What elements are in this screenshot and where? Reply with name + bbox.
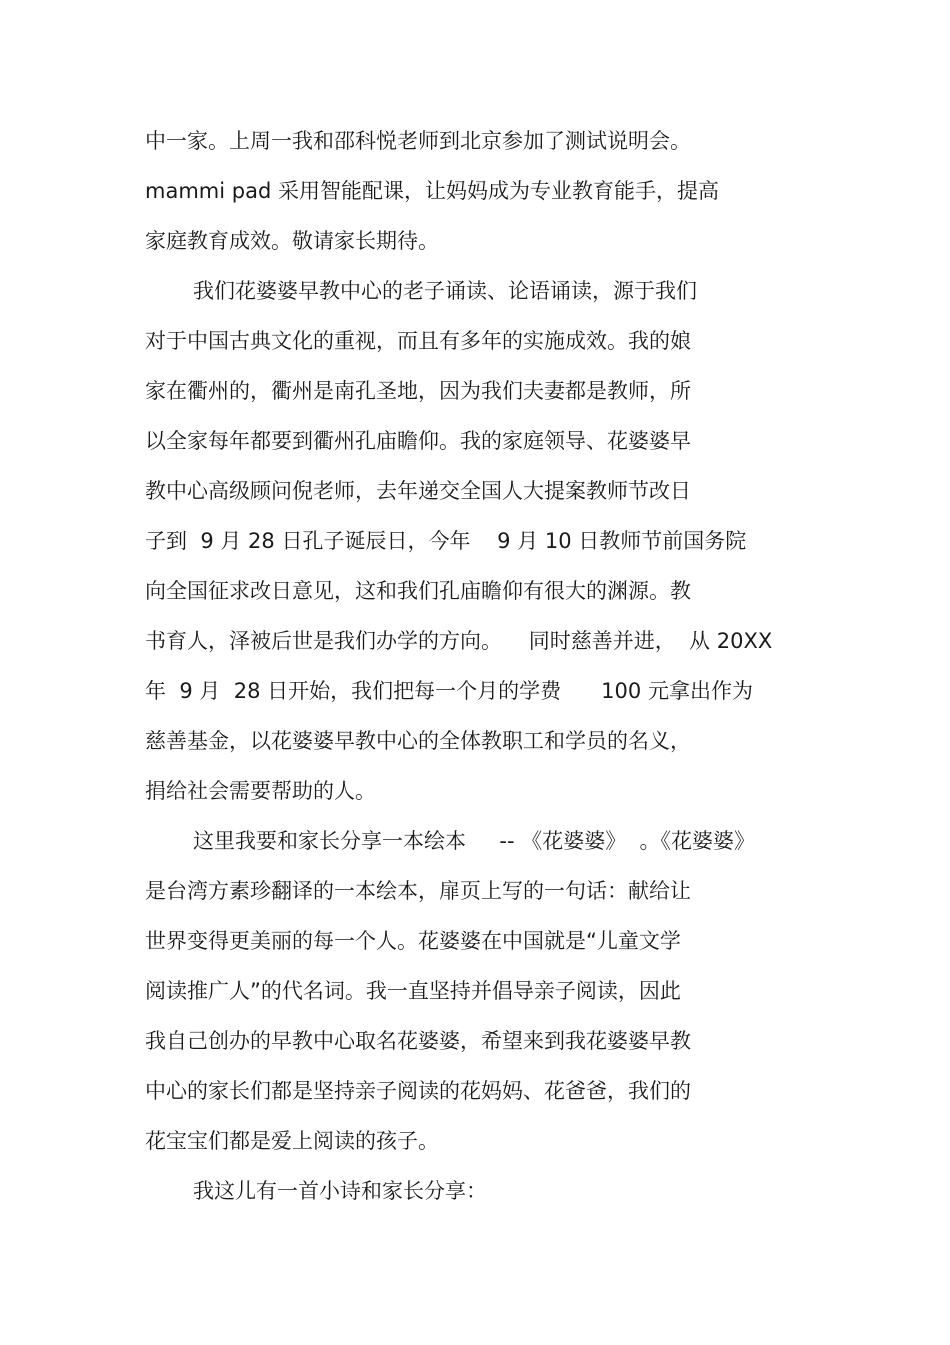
text-line: 以全家每年都要到衢州孔庙瞻仰。我的家庭领导、花婆婆早 <box>145 429 691 453</box>
text-line: 阅读推广人”的代名词。我一直坚持并倡导亲子阅读，因此 <box>145 979 681 1003</box>
text-line: 是台湾方素珍翻译的一本绘本，扉页上写的一句话：献给让 <box>145 879 691 903</box>
text-line: 我自己创办的早教中心取名花婆婆，希望来到我花婆婆早教 <box>145 1029 691 1053</box>
text-line: 家庭教育成效。敬请家长期待。 <box>145 229 439 253</box>
text-line: 书育人，泽被后世是我们办学的方向。 同时慈善并进， 从 20XX <box>145 629 773 653</box>
text-line: 世界变得更美丽的每一个人。花婆婆在中国就是“儿童文学 <box>145 929 681 953</box>
text-line: 慈善基金，以花婆婆早教中心的全体教职工和学员的名义， <box>145 729 691 753</box>
text-line: 中一家。上周一我和邵科悦老师到北京参加了测试说明会。 <box>145 129 691 153</box>
text-line: 捐给社会需要帮助的人。 <box>145 779 376 803</box>
text-line: 教中心高级顾问倪老师，去年递交全国人大提案教师节改日 <box>145 479 691 503</box>
text-line: 对于中国古典文化的重视，而且有多年的实施成效。我的娘 <box>145 329 691 353</box>
text-line: 花宝宝们都是爱上阅读的孩子。 <box>145 1129 439 1153</box>
text-line: mammi pad 采用智能配课，让妈妈成为专业教育能手，提高 <box>145 179 719 203</box>
text-line: 中心的家长们都是坚持亲子阅读的花妈妈、花爸爸，我们的 <box>145 1079 691 1103</box>
text-line: 年 9 月 28 日开始，我们把每一个月的学费 100 元拿出作为 <box>145 679 753 703</box>
text-line: 家在衢州的，衢州是南孔圣地，因为我们夫妻都是教师，所 <box>145 379 691 403</box>
text-line: 子到 9 月 28 日孔子诞辰日，今年 9 月 10 日教师节前国务院 <box>145 529 747 553</box>
paragraph-first-line: 我这儿有一首小诗和家长分享： <box>193 1179 487 1203</box>
paragraph-first-line: 我们花婆婆早教中心的老子诵读、论语诵读，源于我们 <box>193 279 697 303</box>
text-line: 向全国征求改日意见，这和我们孔庙瞻仰有很大的渊源。教 <box>145 579 691 603</box>
paragraph-first-line: 这里我要和家长分享一本绘本 -- 《花婆婆》 。《花婆婆》 <box>193 829 756 853</box>
